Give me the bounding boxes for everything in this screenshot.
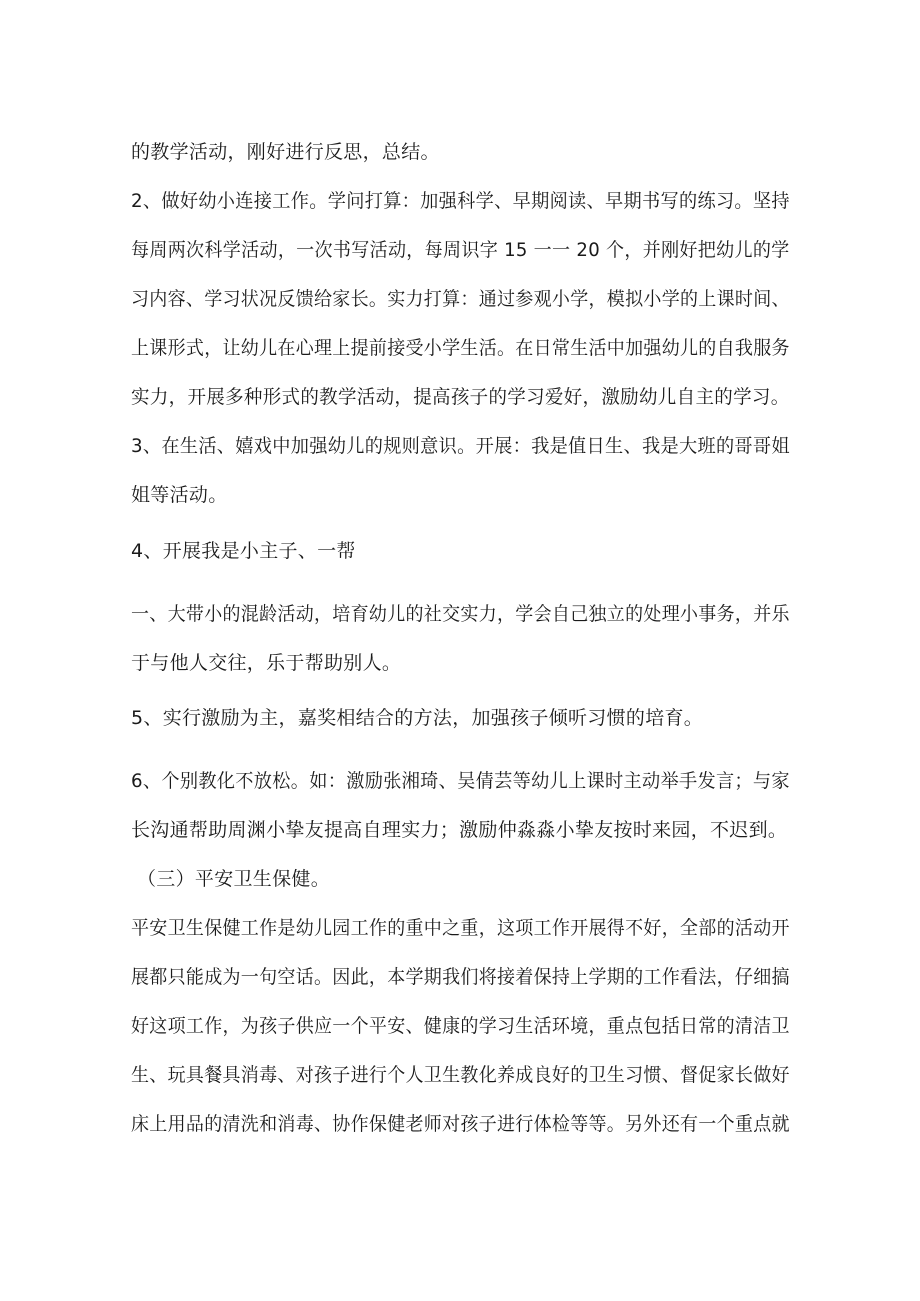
text-line: 展都只能成为一句空话。因此，本学期我们将接着保持上学期的工作看法，仔细搞 (131, 966, 790, 988)
text-line: 一、大带小的混龄活动，培育幼儿的社交实力，学会自己独立的处理小事务，并乐 (131, 603, 790, 625)
text-line: 习内容、学习状况反馈给家长。实力打算：通过参观小学，模拟小学的上课时间、 (131, 288, 790, 310)
text-line: 5、实行激励为主，嘉奖相结合的方法，加强孩子倾听习惯的培育。 (131, 707, 704, 729)
text-line: 姐等活动。 (131, 484, 228, 506)
text-line: 6、个别教化不放松。如：激励张湘琦、吴倩芸等幼儿上课时主动举手发言；与家 (131, 770, 790, 792)
text-line: 2、做好幼小连接工作。学问打算：加强科学、早期阅读、早期书写的练习。坚持 (131, 190, 790, 212)
text-line: 好这项工作，为孩子供应一个平安、健康的学习生活环境，重点包括日常的清洁卫 (131, 1015, 790, 1037)
text-line: 3、在生活、嬉戏中加强幼儿的规则意识。开展：我是值日生、我是大班的哥哥姐 (131, 435, 790, 457)
section-heading: （三）平安卫生保健。 (137, 868, 331, 890)
text-line: 长沟通帮助周渊小挚友提高自理实力；激励仲淼淼小挚友按时来园，不迟到。 (131, 819, 788, 841)
text-line: 生、玩具餐具消毒、对孩子进行个人卫生教化养成良好的卫生习惯、督促家长做好 (131, 1064, 790, 1086)
text-line: 的教学活动，刚好进行反思，总结。 (131, 141, 440, 163)
text-line: 每周两次科学活动，一次书写活动，每周识字 15 一一 20 个，并刚好把幼儿的学 (131, 239, 790, 261)
text-line: 平安卫生保健工作是幼儿园工作的重中之重，这项工作开展得不好，全部的活动开 (131, 917, 790, 939)
text-line: 4、开展我是小主子、一帮 (131, 540, 356, 562)
text-line: 于与他人交往，乐于帮助别人。 (131, 652, 402, 674)
text-line: 实力，开展多种形式的教学活动，提高孩子的学习爱好，激励幼儿自主的学习。 (131, 386, 790, 408)
text-line: 上课形式，让幼儿在心理上提前接受小学生活。在日常生活中加强幼儿的自我服务 (131, 337, 790, 359)
text-line: 床上用品的清洗和消毒、协作保健老师对孩子进行体检等等。另外还有一个重点就 (131, 1113, 790, 1135)
